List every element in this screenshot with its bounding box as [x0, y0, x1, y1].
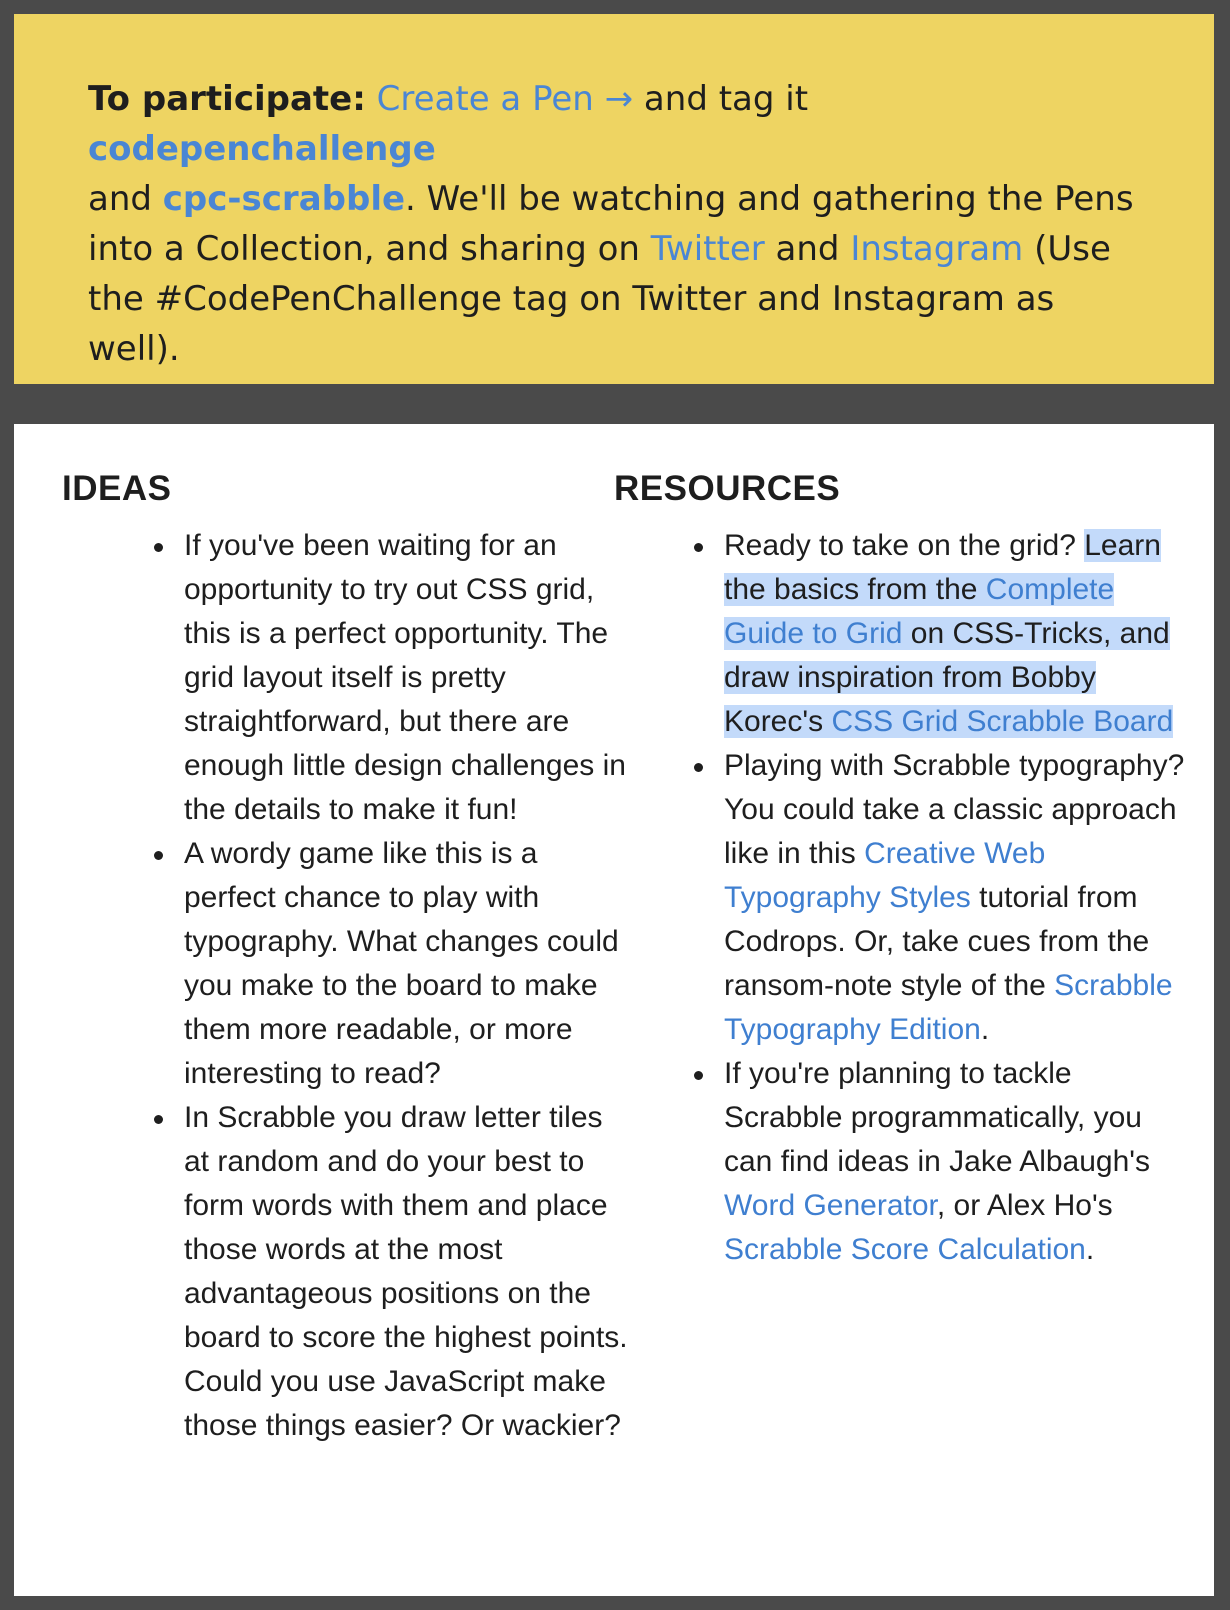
css-grid-scrabble-board-link[interactable]: CSS Grid Scrabble Board — [831, 705, 1174, 738]
item-text: on CSS-Tricks, and draw inspiration from Bobby Korec's — [724, 617, 1170, 738]
ideas-item: If you've been waiting for an opportunity to try out CSS grid, this is a perfect opportunity. The grid layout itself is pretty straightforward, but there are enough little design challenges in the details to make it fun! — [184, 524, 632, 832]
ideas-item: A wordy game like this is a perfect chance to play with typography. What changes could you make to the board to make them more readable, or more interesting to read? — [184, 832, 632, 1096]
instagram-link[interactable]: Instagram — [850, 229, 1024, 269]
banner-text: . We'll be watching and gathering the Pens into a Collection, and sharing on — [88, 179, 1134, 269]
item-text: tutorial from Codrops. Or, take cues from the ransom-note style of the — [724, 881, 1150, 1002]
item-text: Ready to take on the grid? — [724, 529, 1085, 562]
item-text: Learn the basics from the — [724, 529, 1161, 606]
ideas-column — [62, 464, 632, 1448]
item-text: . — [980, 1013, 990, 1046]
banner-text: and — [764, 229, 851, 269]
item-text: Playing with Scrabble typography? You could take a classic approach like in this — [724, 749, 1185, 870]
item-text: , or Alex Ho's — [936, 1189, 1113, 1222]
banner-text: (Use the #CodePenChallenge tag on Twitter and Instagram as well). — [88, 229, 1111, 369]
item-text: . — [1085, 1233, 1095, 1266]
resources-column — [614, 464, 1194, 1272]
tag-codepenchallenge-link[interactable]: codepenchallenge — [88, 129, 436, 169]
banner-text: and — [88, 179, 163, 219]
challenge-info-card — [14, 424, 1214, 1596]
resources-item — [724, 524, 1194, 744]
creative-web-typography-styles-link[interactable]: Creative Web Typography Styles — [724, 837, 1046, 914]
resources-list — [614, 524, 1194, 1272]
participate-label: To participate: — [88, 79, 366, 119]
ideas-list — [62, 524, 632, 1448]
scrabble-typography-edition-link[interactable]: Scrabble Typography Edition — [724, 969, 1173, 1046]
twitter-link[interactable]: Twitter — [650, 229, 765, 269]
item-text: If you're planning to tackle Scrabble programmatically, you can find ideas in Jake Albaugh's — [724, 1057, 1151, 1178]
complete-guide-to-grid-link[interactable]: Complete Guide to Grid — [724, 573, 1115, 650]
word-generator-link[interactable]: Word Generator — [724, 1189, 937, 1222]
resources-heading: RESOURCES — [614, 469, 841, 508]
resources-item — [724, 744, 1194, 1052]
scrabble-score-calculation-link[interactable]: Scrabble Score Calculation — [724, 1233, 1086, 1266]
create-pen-link[interactable]: Create a Pen → — [376, 79, 634, 119]
ideas-item: In Scrabble you draw letter tiles at random and do your best to form words with them and place those words at the most advantageous positions on the board to score the highest points. Could you use JavaScript make those things easier? Or wackier? — [184, 1096, 632, 1448]
ideas-heading: IDEAS — [62, 469, 172, 508]
banner-text: and tag it — [633, 79, 809, 119]
resources-item — [724, 1052, 1194, 1272]
participate-banner — [14, 14, 1214, 384]
tag-cpc-scrabble-link[interactable]: cpc-scrabble — [162, 179, 406, 219]
